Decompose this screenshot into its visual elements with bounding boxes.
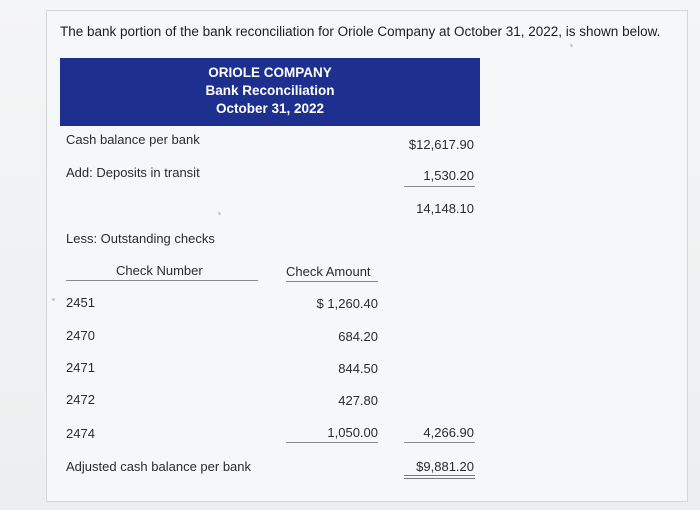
intro-text: The bank portion of the bank reconciliation for Oriole Company at October 31, 2022, is shown below. bbox=[60, 24, 661, 39]
check-amount: 844.50 bbox=[338, 361, 378, 376]
check-number: 2470 bbox=[66, 328, 95, 343]
adjusted-balance-value: $9,881.20 bbox=[416, 459, 474, 474]
cash-balance-label: Cash balance per bank bbox=[66, 132, 200, 147]
check-amount-header: Check Amount bbox=[286, 264, 371, 279]
deposits-label: Add: Deposits in transit bbox=[66, 165, 200, 180]
check-number-header: Check Number bbox=[116, 263, 203, 278]
check-number: 2472 bbox=[66, 392, 95, 407]
check-amount-header-rule bbox=[286, 281, 378, 282]
checks-total-underline bbox=[286, 442, 378, 443]
adjusted-balance-double-underline bbox=[404, 475, 475, 479]
smudge-mark bbox=[218, 212, 221, 215]
adjusted-balance-label: Adjusted cash balance per bank bbox=[66, 459, 252, 474]
cash-balance-value: $12,617.90 bbox=[408, 137, 474, 152]
check-amount: 1,050.00 bbox=[327, 425, 378, 440]
check-number: 2474 bbox=[66, 426, 95, 441]
statement-date: October 31, 2022 bbox=[215, 101, 325, 116]
total-outstanding-value: 4,266.90 bbox=[423, 425, 474, 440]
subtotal-value: 14,148.10 bbox=[416, 201, 474, 216]
reconciliation-header bbox=[60, 58, 480, 126]
total-outstanding-underline bbox=[404, 442, 475, 443]
outstanding-checks-label: Less: Outstanding checks bbox=[66, 231, 215, 246]
deposits-value: 1,530.20 bbox=[423, 168, 474, 183]
check-number: 2471 bbox=[66, 360, 95, 375]
check-number-header-rule bbox=[66, 280, 258, 281]
smudge-mark bbox=[570, 44, 573, 47]
smudge-mark bbox=[52, 298, 55, 301]
check-amount: $ 1,260.40 bbox=[316, 296, 378, 311]
check-amount: 427.80 bbox=[338, 393, 378, 408]
company-name: ORIOLE COMPANY bbox=[208, 65, 332, 80]
deposits-underline bbox=[404, 186, 475, 187]
check-number: 2451 bbox=[66, 295, 95, 310]
check-amount: 684.20 bbox=[338, 329, 378, 344]
statement-title: Bank Reconciliation bbox=[205, 83, 335, 98]
